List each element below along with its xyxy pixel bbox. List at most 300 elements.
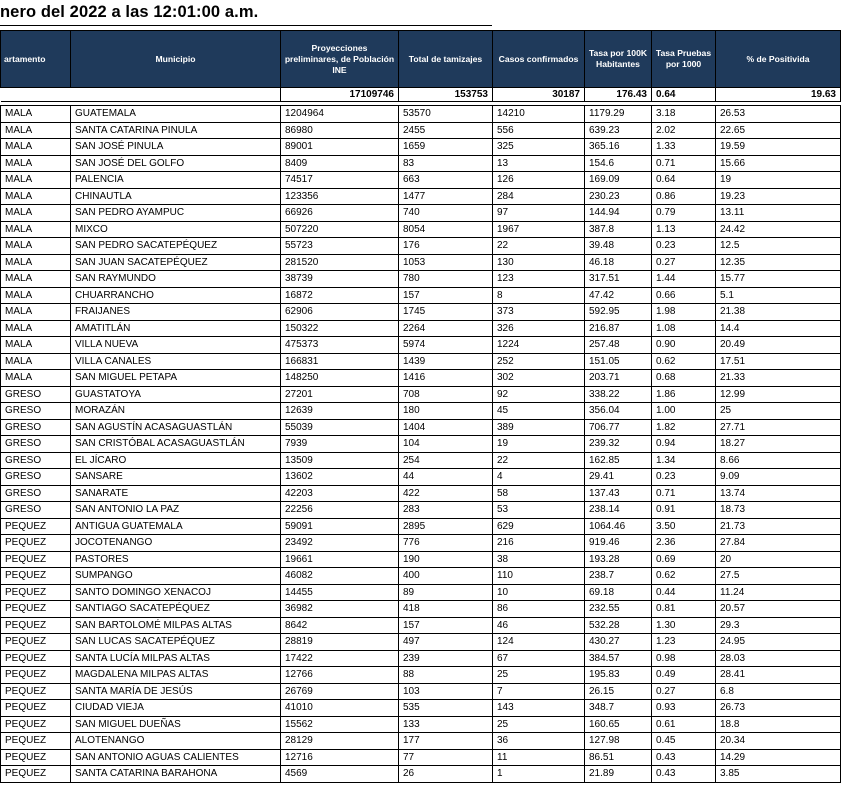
cell-departamento: MALA	[1, 188, 71, 205]
cell-positividad: 20.49	[716, 337, 841, 354]
cell-tamizajes: 2455	[399, 122, 493, 139]
cell-departamento: MALA	[1, 238, 71, 255]
cell-tamizajes: 1477	[399, 188, 493, 205]
cell-poblacion: 166831	[281, 353, 399, 370]
cell-tamizajes: 83	[399, 155, 493, 172]
cell-tamizajes: 8054	[399, 221, 493, 238]
cell-casos: 11	[493, 749, 585, 766]
cell-tamizajes: 190	[399, 551, 493, 568]
cell-municipio: JOCOTENANGO	[71, 535, 281, 552]
cell-positividad: 24.95	[716, 634, 841, 651]
cell-poblacion: 62906	[281, 304, 399, 321]
cell-poblacion: 1204964	[281, 106, 399, 123]
cell-tamizajes: 2264	[399, 320, 493, 337]
cell-casos: 8	[493, 287, 585, 304]
total-positividad: 19.63	[716, 88, 841, 102]
header-positividad: % de Positivida	[716, 31, 841, 88]
cell-municipio: SAN CRISTÓBAL ACASAGUASTLÁN	[71, 436, 281, 453]
cell-municipio: PASTORES	[71, 551, 281, 568]
cell-positividad: 9.09	[716, 469, 841, 486]
cell-tasa100k: 39.48	[585, 238, 652, 255]
cell-casos: 123	[493, 271, 585, 288]
cell-positividad: 27.71	[716, 419, 841, 436]
header-row	[1, 31, 841, 88]
report-title: nero del 2022 a las 12:01:00 a.m.	[0, 3, 259, 21]
header-tasa100k: Tasa por 100K Habitantes	[585, 31, 652, 88]
cell-positividad: 13.11	[716, 205, 841, 222]
table-row	[1, 617, 841, 634]
cell-tasa100k: 384.57	[585, 650, 652, 667]
cell-positividad: 27.84	[716, 535, 841, 552]
cell-casos: 53	[493, 502, 585, 519]
cell-positividad: 20	[716, 551, 841, 568]
cell-positividad: 22.65	[716, 122, 841, 139]
cell-departamento: GRESO	[1, 403, 71, 420]
cell-tamizajes: 2895	[399, 518, 493, 535]
table-row	[1, 634, 841, 651]
cell-tasa100k: 216.87	[585, 320, 652, 337]
cell-tasa-pruebas: 0.86	[652, 188, 716, 205]
cell-municipio: SAN ANTONIO AGUAS CALIENTES	[71, 749, 281, 766]
cell-tasa-pruebas: 0.27	[652, 254, 716, 271]
cell-tasa-pruebas: 0.64	[652, 172, 716, 189]
cell-tamizajes: 780	[399, 271, 493, 288]
cell-positividad: 15.77	[716, 271, 841, 288]
cell-casos: 45	[493, 403, 585, 420]
cell-tasa-pruebas: 1.82	[652, 419, 716, 436]
cell-departamento: GRESO	[1, 452, 71, 469]
table-row	[1, 700, 841, 717]
cell-tasa-pruebas: 1.23	[652, 634, 716, 651]
cell-departamento: MALA	[1, 205, 71, 222]
cell-tasa100k: 144.94	[585, 205, 652, 222]
cell-tasa100k: 26.15	[585, 683, 652, 700]
cell-tasa-pruebas: 1.00	[652, 403, 716, 420]
cell-casos: 86	[493, 601, 585, 618]
cell-tasa-pruebas: 0.69	[652, 551, 716, 568]
cell-municipio: EL JÍCARO	[71, 452, 281, 469]
cell-tasa100k: 238.14	[585, 502, 652, 519]
table-row	[1, 370, 841, 387]
cell-tasa100k: 151.05	[585, 353, 652, 370]
cell-tamizajes: 77	[399, 749, 493, 766]
cell-municipio: SANSARE	[71, 469, 281, 486]
cell-departamento: GRESO	[1, 502, 71, 519]
cell-casos: 4	[493, 469, 585, 486]
cell-casos: 216	[493, 535, 585, 552]
cell-positividad: 24.42	[716, 221, 841, 238]
table-row	[1, 122, 841, 139]
cell-departamento: PEQUEZ	[1, 617, 71, 634]
cell-tamizajes: 157	[399, 287, 493, 304]
cell-tasa-pruebas: 1.33	[652, 139, 716, 156]
cell-poblacion: 89001	[281, 139, 399, 156]
cell-departamento: PEQUEZ	[1, 568, 71, 585]
cell-tasa-pruebas: 0.71	[652, 485, 716, 502]
totals-row	[1, 88, 841, 102]
cell-casos: 326	[493, 320, 585, 337]
cell-tasa-pruebas: 0.98	[652, 650, 716, 667]
cell-departamento: MALA	[1, 287, 71, 304]
cell-poblacion: 17422	[281, 650, 399, 667]
cell-poblacion: 23492	[281, 535, 399, 552]
cell-casos: 10	[493, 584, 585, 601]
cell-poblacion: 22256	[281, 502, 399, 519]
cell-tasa100k: 69.18	[585, 584, 652, 601]
table-row	[1, 518, 841, 535]
cell-tasa-pruebas: 1.08	[652, 320, 716, 337]
cell-tasa100k: 203.71	[585, 370, 652, 387]
cell-tasa-pruebas: 3.50	[652, 518, 716, 535]
cell-tasa-pruebas: 0.68	[652, 370, 716, 387]
cell-positividad: 21.38	[716, 304, 841, 321]
cell-tasa100k: 195.83	[585, 667, 652, 684]
cell-tasa100k: 356.04	[585, 403, 652, 420]
cell-positividad: 8.66	[716, 452, 841, 469]
cell-positividad: 18.8	[716, 716, 841, 733]
cell-municipio: SAN AGUSTÍN ACASAGUASTLÁN	[71, 419, 281, 436]
cell-tasa-pruebas: 0.23	[652, 469, 716, 486]
cell-tasa-pruebas: 0.62	[652, 353, 716, 370]
cell-departamento: PEQUEZ	[1, 650, 71, 667]
cell-casos: 373	[493, 304, 585, 321]
cell-departamento: MALA	[1, 221, 71, 238]
cell-departamento: GRESO	[1, 485, 71, 502]
cell-departamento: MALA	[1, 155, 71, 172]
cell-positividad: 28.03	[716, 650, 841, 667]
cell-departamento: PEQUEZ	[1, 601, 71, 618]
cell-poblacion: 66926	[281, 205, 399, 222]
cell-municipio: CHINAUTLA	[71, 188, 281, 205]
cell-tasa100k: 706.77	[585, 419, 652, 436]
cell-tasa-pruebas: 0.27	[652, 683, 716, 700]
cell-departamento: PEQUEZ	[1, 700, 71, 717]
cell-departamento: MALA	[1, 271, 71, 288]
total-casos: 30187	[493, 88, 585, 102]
header-proyecciones: Proyecciones preliminares, de Población INE	[281, 31, 399, 88]
cell-tasa-pruebas: 0.81	[652, 601, 716, 618]
cell-tasa100k: 232.55	[585, 601, 652, 618]
cell-departamento: PEQUEZ	[1, 518, 71, 535]
cell-poblacion: 86980	[281, 122, 399, 139]
table-row	[1, 551, 841, 568]
cell-tasa-pruebas: 0.43	[652, 749, 716, 766]
cell-departamento: GRESO	[1, 436, 71, 453]
table-row	[1, 535, 841, 552]
cell-tamizajes: 1745	[399, 304, 493, 321]
cell-casos: 22	[493, 452, 585, 469]
cell-tamizajes: 5974	[399, 337, 493, 354]
cell-tasa100k: 86.51	[585, 749, 652, 766]
cell-poblacion: 4569	[281, 766, 399, 783]
cell-tamizajes: 239	[399, 650, 493, 667]
cell-positividad: 18.27	[716, 436, 841, 453]
cell-casos: 7	[493, 683, 585, 700]
table-row	[1, 172, 841, 189]
cell-poblacion: 15562	[281, 716, 399, 733]
cell-poblacion: 150322	[281, 320, 399, 337]
cell-municipio: SAN MIGUEL PETAPA	[71, 370, 281, 387]
cell-tamizajes: 708	[399, 386, 493, 403]
cell-municipio: SAN PEDRO AYAMPUC	[71, 205, 281, 222]
table-row	[1, 502, 841, 519]
total-tasa100k: 176.43	[585, 88, 652, 102]
table-row	[1, 766, 841, 783]
cell-tasa100k: 532.28	[585, 617, 652, 634]
table-row	[1, 139, 841, 156]
cell-poblacion: 13602	[281, 469, 399, 486]
table-row	[1, 287, 841, 304]
header-tamizajes: Total de tamizajes	[399, 31, 493, 88]
cell-casos: 556	[493, 122, 585, 139]
cell-poblacion: 55723	[281, 238, 399, 255]
table-row	[1, 271, 841, 288]
header-tasa-pruebas: Tasa Pruebas por 1000	[652, 31, 716, 88]
cell-departamento: PEQUEZ	[1, 535, 71, 552]
cell-tamizajes: 663	[399, 172, 493, 189]
cell-tasa100k: 29.41	[585, 469, 652, 486]
table-row	[1, 320, 841, 337]
cell-poblacion: 59091	[281, 518, 399, 535]
cell-poblacion: 74517	[281, 172, 399, 189]
cell-departamento: PEQUEZ	[1, 667, 71, 684]
cell-departamento: PEQUEZ	[1, 551, 71, 568]
cell-positividad: 3.85	[716, 766, 841, 783]
cell-tasa100k: 239.32	[585, 436, 652, 453]
cell-poblacion: 12716	[281, 749, 399, 766]
cell-tasa100k: 919.46	[585, 535, 652, 552]
cell-tasa-pruebas: 0.61	[652, 716, 716, 733]
cell-tasa-pruebas: 0.43	[652, 766, 716, 783]
cell-positividad: 29.3	[716, 617, 841, 634]
cell-positividad: 13.74	[716, 485, 841, 502]
cell-tasa100k: 639.23	[585, 122, 652, 139]
cell-municipio: SAN JUAN SACATEPÉQUEZ	[71, 254, 281, 271]
cell-tasa-pruebas: 1.30	[652, 617, 716, 634]
cell-departamento: MALA	[1, 337, 71, 354]
cell-tamizajes: 1439	[399, 353, 493, 370]
table-row	[1, 205, 841, 222]
table-row	[1, 650, 841, 667]
table-row	[1, 667, 841, 684]
cell-casos: 25	[493, 667, 585, 684]
cell-tamizajes: 418	[399, 601, 493, 618]
cell-departamento: PEQUEZ	[1, 749, 71, 766]
cell-municipio: SAN LUCAS SACATEPÉQUEZ	[71, 634, 281, 651]
cell-casos: 38	[493, 551, 585, 568]
cell-tasa-pruebas: 2.02	[652, 122, 716, 139]
cell-tasa-pruebas: 0.49	[652, 667, 716, 684]
cell-positividad: 19.59	[716, 139, 841, 156]
cell-tasa-pruebas: 0.66	[652, 287, 716, 304]
cell-positividad: 21.73	[716, 518, 841, 535]
cell-tamizajes: 535	[399, 700, 493, 717]
table-row	[1, 716, 841, 733]
cell-poblacion: 8642	[281, 617, 399, 634]
header-departamento: artamento	[1, 31, 71, 88]
cell-municipio: AMATITLÁN	[71, 320, 281, 337]
cell-poblacion: 148250	[281, 370, 399, 387]
cell-poblacion: 19661	[281, 551, 399, 568]
cell-municipio: FRAIJANES	[71, 304, 281, 321]
table-row	[1, 469, 841, 486]
cell-positividad: 5.1	[716, 287, 841, 304]
cell-casos: 36	[493, 733, 585, 750]
cell-poblacion: 16872	[281, 287, 399, 304]
cell-tasa100k: 1064.46	[585, 518, 652, 535]
cell-poblacion: 41010	[281, 700, 399, 717]
cell-departamento: PEQUEZ	[1, 766, 71, 783]
cell-departamento: MALA	[1, 320, 71, 337]
cell-tasa100k: 365.16	[585, 139, 652, 156]
table-row	[1, 584, 841, 601]
table-row	[1, 221, 841, 238]
cell-tasa100k: 154.6	[585, 155, 652, 172]
cell-tamizajes: 400	[399, 568, 493, 585]
cell-tasa100k: 47.42	[585, 287, 652, 304]
cell-municipio: SAN BARTOLOMÉ MILPAS ALTAS	[71, 617, 281, 634]
cell-positividad: 14.4	[716, 320, 841, 337]
cell-poblacion: 12766	[281, 667, 399, 684]
table-row	[1, 568, 841, 585]
cell-poblacion: 12639	[281, 403, 399, 420]
cell-tasa-pruebas: 1.13	[652, 221, 716, 238]
table-row	[1, 353, 841, 370]
cell-poblacion: 46082	[281, 568, 399, 585]
cell-tamizajes: 776	[399, 535, 493, 552]
cell-positividad: 21.33	[716, 370, 841, 387]
cell-departamento: GRESO	[1, 419, 71, 436]
cell-tasa100k: 257.48	[585, 337, 652, 354]
cell-tasa-pruebas: 0.44	[652, 584, 716, 601]
table-row	[1, 452, 841, 469]
cell-tamizajes: 103	[399, 683, 493, 700]
cell-casos: 92	[493, 386, 585, 403]
cell-tasa100k: 127.98	[585, 733, 652, 750]
cell-tamizajes: 44	[399, 469, 493, 486]
cell-casos: 130	[493, 254, 585, 271]
cell-tamizajes: 1053	[399, 254, 493, 271]
cell-tamizajes: 180	[399, 403, 493, 420]
cell-tasa-pruebas: 0.71	[652, 155, 716, 172]
cell-municipio: SAN RAYMUNDO	[71, 271, 281, 288]
cell-departamento: MALA	[1, 139, 71, 156]
table-row	[1, 733, 841, 750]
cell-tasa-pruebas: 1.86	[652, 386, 716, 403]
table-row	[1, 188, 841, 205]
cell-tamizajes: 89	[399, 584, 493, 601]
cell-tasa100k: 162.85	[585, 452, 652, 469]
cell-tamizajes: 422	[399, 485, 493, 502]
cell-tamizajes: 133	[399, 716, 493, 733]
cell-tasa100k: 230.23	[585, 188, 652, 205]
cell-tasa100k: 317.51	[585, 271, 652, 288]
cell-positividad: 26.53	[716, 106, 841, 123]
cell-tasa-pruebas: 0.45	[652, 733, 716, 750]
header-municipio: Municipio	[71, 31, 281, 88]
table-row	[1, 485, 841, 502]
cell-municipio: GUASTATOYA	[71, 386, 281, 403]
cell-positividad: 17.51	[716, 353, 841, 370]
cell-casos: 302	[493, 370, 585, 387]
cell-municipio: SANTO DOMINGO XENACOJ	[71, 584, 281, 601]
cell-casos: 67	[493, 650, 585, 667]
cell-tamizajes: 53570	[399, 106, 493, 123]
cell-tamizajes: 1404	[399, 419, 493, 436]
cell-casos: 22	[493, 238, 585, 255]
cell-positividad: 12.99	[716, 386, 841, 403]
table-row	[1, 304, 841, 321]
cell-positividad: 6.8	[716, 683, 841, 700]
cell-municipio: ALOTENANGO	[71, 733, 281, 750]
table-row	[1, 386, 841, 403]
cell-casos: 110	[493, 568, 585, 585]
cell-tamizajes: 740	[399, 205, 493, 222]
cell-tamizajes: 177	[399, 733, 493, 750]
cell-municipio: CIUDAD VIEJA	[71, 700, 281, 717]
cell-departamento: MALA	[1, 106, 71, 123]
cell-municipio: SAN JOSÉ DEL GOLFO	[71, 155, 281, 172]
table-row	[1, 601, 841, 618]
cell-positividad: 26.73	[716, 700, 841, 717]
cell-municipio: CHUARRANCHO	[71, 287, 281, 304]
table-row	[1, 238, 841, 255]
cell-tasa100k: 46.18	[585, 254, 652, 271]
cell-positividad: 15.66	[716, 155, 841, 172]
municipality-table	[0, 30, 841, 783]
cell-departamento: MALA	[1, 122, 71, 139]
cell-casos: 252	[493, 353, 585, 370]
cell-positividad: 20.34	[716, 733, 841, 750]
cell-departamento: MALA	[1, 353, 71, 370]
cell-casos: 143	[493, 700, 585, 717]
cell-tasa100k: 348.7	[585, 700, 652, 717]
cell-casos: 284	[493, 188, 585, 205]
cell-poblacion: 14455	[281, 584, 399, 601]
table-row	[1, 106, 841, 123]
cell-tamizajes: 497	[399, 634, 493, 651]
cell-poblacion: 28129	[281, 733, 399, 750]
cell-positividad: 11.24	[716, 584, 841, 601]
cell-positividad: 28.41	[716, 667, 841, 684]
cell-tasa100k: 137.43	[585, 485, 652, 502]
cell-poblacion: 475373	[281, 337, 399, 354]
cell-tamizajes: 157	[399, 617, 493, 634]
cell-departamento: GRESO	[1, 469, 71, 486]
cell-casos: 325	[493, 139, 585, 156]
cell-departamento: PEQUEZ	[1, 634, 71, 651]
cell-tasa100k: 160.65	[585, 716, 652, 733]
cell-municipio: SAN PEDRO SACATEPÉQUEZ	[71, 238, 281, 255]
cell-tasa-pruebas: 2.36	[652, 535, 716, 552]
cell-municipio: VILLA NUEVA	[71, 337, 281, 354]
cell-departamento: PEQUEZ	[1, 683, 71, 700]
table-row	[1, 155, 841, 172]
cell-tamizajes: 176	[399, 238, 493, 255]
cell-poblacion: 281520	[281, 254, 399, 271]
cell-poblacion: 13509	[281, 452, 399, 469]
cell-poblacion: 26769	[281, 683, 399, 700]
cell-tamizajes: 1416	[399, 370, 493, 387]
cell-tasa100k: 193.28	[585, 551, 652, 568]
cell-positividad: 14.29	[716, 749, 841, 766]
cell-tamizajes: 254	[399, 452, 493, 469]
cell-municipio: MORAZÁN	[71, 403, 281, 420]
cell-municipio: SANTA MARÍA DE JESÚS	[71, 683, 281, 700]
cell-tasa100k: 592.95	[585, 304, 652, 321]
cell-positividad: 25	[716, 403, 841, 420]
cell-positividad: 20.57	[716, 601, 841, 618]
